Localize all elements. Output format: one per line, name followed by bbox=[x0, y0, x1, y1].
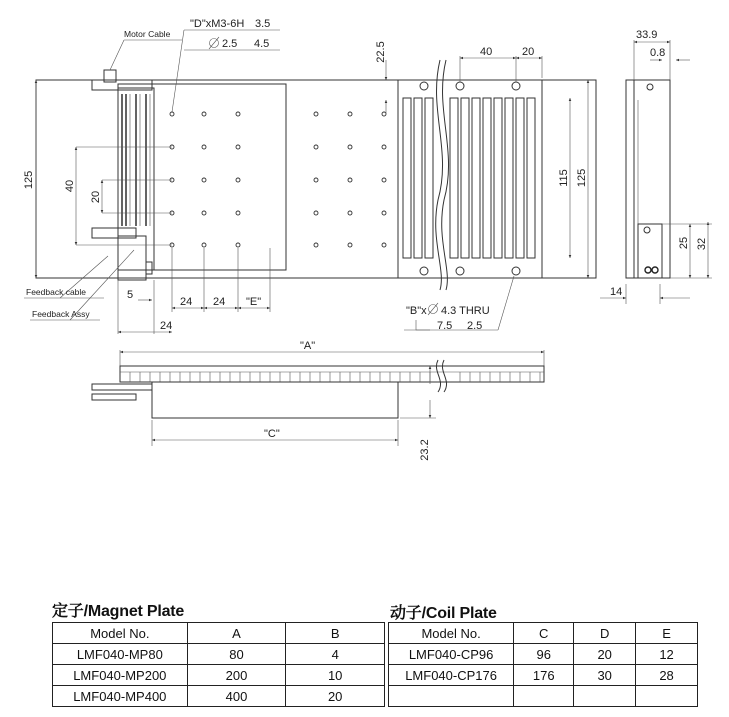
label-pin-depth: 4.5 bbox=[254, 38, 270, 50]
magnet-plate-outline bbox=[36, 80, 596, 278]
cell: 80 bbox=[187, 644, 286, 665]
label-pin-dia: 2.5 bbox=[222, 38, 238, 50]
cell: LMF040-CP176 bbox=[389, 665, 514, 686]
label-feedback-assy: Feedback Assy bbox=[32, 309, 90, 319]
label-cbore: 7.5 bbox=[437, 320, 453, 332]
callouts bbox=[24, 18, 514, 332]
cell: 28 bbox=[636, 665, 698, 686]
dim-125-left: 125 bbox=[23, 170, 35, 190]
table-row bbox=[53, 644, 385, 665]
coil-table-title: 动子/Coil Plate bbox=[390, 605, 497, 622]
side-view bbox=[600, 29, 712, 304]
cell: 200 bbox=[187, 665, 286, 686]
label-thru-dia: 4.3 THRU bbox=[441, 305, 490, 317]
dim-5: 5 bbox=[127, 289, 134, 301]
table-row bbox=[389, 644, 698, 665]
dim-125-right: 125 bbox=[576, 168, 588, 188]
dim-14: 14 bbox=[610, 286, 623, 298]
label-cbore-depth: 2.5 bbox=[467, 320, 483, 332]
dim-e: "E" bbox=[246, 296, 262, 308]
dim-115: 115 bbox=[558, 169, 570, 187]
magnet-table-title: 定子/Magnet Plate bbox=[52, 603, 185, 620]
dim-20-top: 20 bbox=[522, 46, 535, 58]
cell: 400 bbox=[187, 686, 286, 707]
dim-25: 25 bbox=[678, 236, 690, 250]
header-c: C bbox=[514, 623, 574, 644]
table-row bbox=[53, 665, 385, 686]
dim-23-2: 23.2 bbox=[419, 439, 431, 461]
dimensions-right bbox=[375, 41, 588, 278]
dim-40-top: 40 bbox=[480, 46, 493, 58]
coil-plate-body bbox=[118, 84, 286, 270]
cell bbox=[636, 686, 698, 707]
top-view bbox=[36, 60, 596, 290]
header-model: Model No. bbox=[53, 623, 188, 644]
dim-0-8: 0.8 bbox=[650, 47, 666, 59]
dim-c: "C" bbox=[264, 428, 280, 440]
header-a: A bbox=[187, 623, 286, 644]
front-view bbox=[92, 340, 544, 461]
dim-32: 32 bbox=[696, 237, 708, 251]
cell: LMF040-MP200 bbox=[53, 665, 188, 686]
label-motor-cable: Motor Cable bbox=[124, 29, 171, 39]
cell bbox=[514, 686, 574, 707]
label-thread-spec: "D"xM3-6H bbox=[190, 18, 245, 30]
cell: 96 bbox=[514, 644, 574, 665]
feedback-assy bbox=[118, 236, 146, 280]
cell: 4 bbox=[286, 644, 385, 665]
header-model: Model No. bbox=[389, 623, 514, 644]
table-header bbox=[389, 623, 698, 644]
cell: 20 bbox=[286, 686, 385, 707]
dim-24-bottom: 24 bbox=[160, 320, 173, 332]
cell: 10 bbox=[286, 665, 385, 686]
dim-22-5: 22.5 bbox=[375, 41, 387, 63]
cell: LMF040-MP80 bbox=[53, 644, 188, 665]
coil-plate-table bbox=[388, 622, 698, 707]
table-header bbox=[53, 623, 385, 644]
cell: 12 bbox=[636, 644, 698, 665]
cell: 176 bbox=[514, 665, 574, 686]
header-d: D bbox=[574, 623, 636, 644]
coil-plate-front bbox=[152, 382, 398, 418]
dim-a: "A" bbox=[300, 340, 316, 352]
cell: LMF040-MP400 bbox=[53, 686, 188, 707]
label-feedback-cable: Feedback cable bbox=[26, 287, 87, 297]
dim-24-a: 24 bbox=[180, 296, 193, 308]
magnet-plate-ribs bbox=[398, 80, 542, 278]
table-row bbox=[53, 686, 385, 707]
table-row bbox=[389, 686, 698, 707]
header-b: B bbox=[286, 623, 385, 644]
cell: 20 bbox=[574, 644, 636, 665]
cell bbox=[574, 686, 636, 707]
dim-20-left: 20 bbox=[90, 190, 102, 204]
magnet-plate-table bbox=[52, 622, 385, 707]
dim-40: 40 bbox=[64, 179, 76, 193]
label-thread-depth: 3.5 bbox=[255, 18, 271, 30]
dim-24-b: 24 bbox=[213, 296, 226, 308]
cell: LMF040-CP96 bbox=[389, 644, 514, 665]
header-e: E bbox=[636, 623, 698, 644]
dim-33-9: 33.9 bbox=[636, 29, 658, 41]
cell bbox=[389, 686, 514, 707]
table-row bbox=[389, 665, 698, 686]
cell: 30 bbox=[574, 665, 636, 686]
label-thru-hole: "B"x bbox=[406, 305, 427, 317]
